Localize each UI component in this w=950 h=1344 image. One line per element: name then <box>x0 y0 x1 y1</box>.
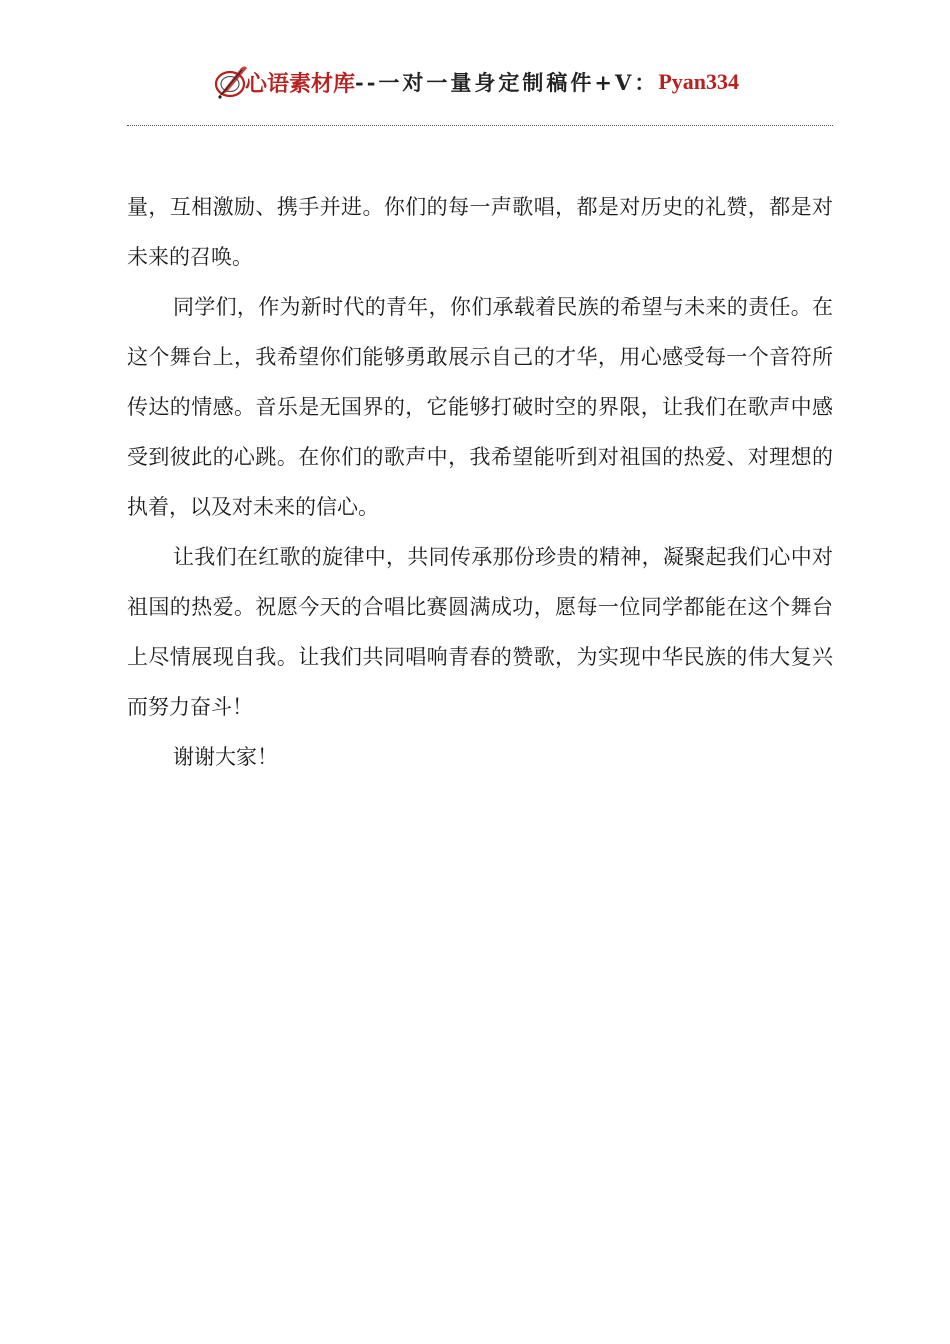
header-line <box>211 62 739 102</box>
header-divider <box>127 125 833 126</box>
brand-name: 心语素材库 <box>244 70 355 97</box>
document-body <box>127 182 833 782</box>
page-header <box>0 62 950 102</box>
contact-id: Pyan334 <box>658 69 740 94</box>
paragraph-youth: 同学们，作为新时代的青年，你们承载着民族的希望与未来的责任。在这个舞台上，我希望你们能够勇敢展示自己的才华，用心感受每一个音符所传达的情感。音乐是无国界的，它能够打破时空的界限，让我们在歌声中感受到彼此的心跳。在你们的歌声中，我希望能听到对祖国的热爱、对理想的执着，以及对未来的信心。 <box>127 295 833 519</box>
paragraph-blessing: 让我们在红歌的旋律中，共同传承那份珍贵的精神，凝聚起我们心中对祖国的热爱。祝愿今天的合唱比赛圆满成功，愿每一位同学都能在这个舞台上尽情展现自我。让我们共同唱响青春的赞歌，为实现中华民族的伟大复兴而努力奋斗！ <box>127 545 833 719</box>
header-slogan: --一对一量身定制稿件+V： <box>355 70 659 95</box>
paragraph-continuation: 量，互相激励、携手并进。你们的每一声歌唱，都是对历史的礼赞，都是对未来的召唤。 <box>127 195 833 269</box>
paragraph-thanks: 谢谢大家！ <box>173 745 278 769</box>
